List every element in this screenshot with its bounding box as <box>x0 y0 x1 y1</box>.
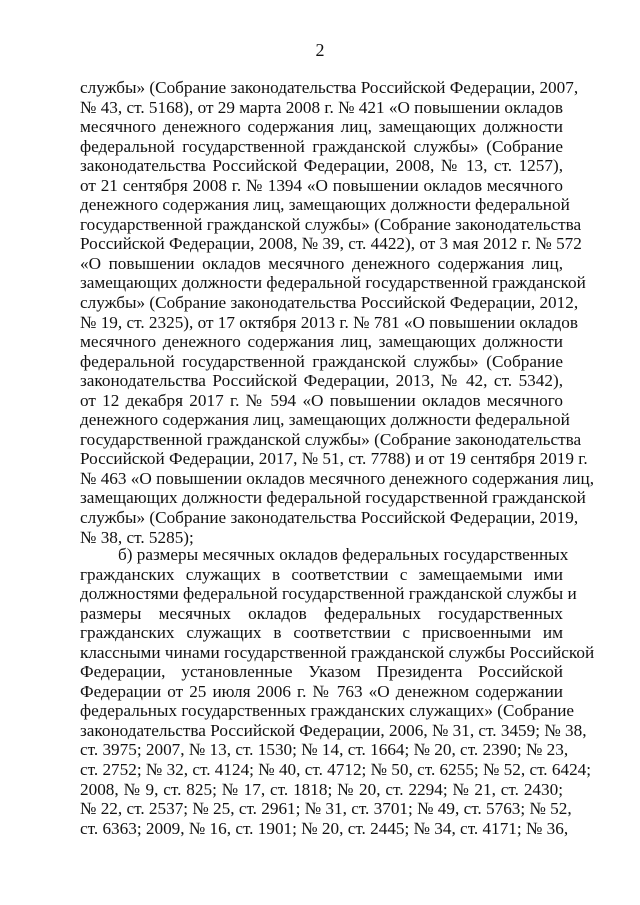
text-line: гражданских служащих в соответствии с присвоенными им <box>80 623 563 643</box>
text-line: службы» (Собрание законодательства Российской Федерации, 2019, <box>80 508 579 528</box>
page-number: 2 <box>315 40 325 60</box>
text-line: Федерации от 25 июля 2006 г. № 763 «О денежном содержании <box>80 681 563 701</box>
text-line: Федерации, установленные Указом Президента Российской <box>80 662 563 682</box>
text-line: федеральной государственной гражданской службы» (Собрание <box>80 351 563 371</box>
text-line: ст. 2752; № 32, ст. 4124; № 40, ст. 4712; № 50, ст. 6255; № 52, ст. 6424; <box>80 760 592 780</box>
text-line: законодательства Российской Федерации, 2006, № 31, ст. 3459; № 38, <box>80 720 587 740</box>
text-line: № 38, ст. 5285); <box>80 527 194 547</box>
text-line: должностями федеральной государственной гражданской службы и <box>80 584 577 604</box>
text-line: замещающих должности федеральной государственной гражданской <box>80 488 586 508</box>
text-line: государственной гражданской службы» (Собрание законодательства <box>80 214 582 234</box>
text-line: классными чинами государственной гражданской службы Российской <box>80 642 595 662</box>
text-line: № 463 «О повышении окладов месячного денежного содержания лиц, <box>80 468 595 488</box>
text-line: месячного денежного содержания лиц, замещающих должности <box>80 332 563 352</box>
text-line: федеральной государственной гражданской службы» (Собрание <box>80 136 563 156</box>
text-line: гражданских служащих в соответствии с замещаемыми ими <box>80 564 563 584</box>
text-line: от 12 декабря 2017 г. № 594 «О повышении окладов месячного <box>80 390 563 410</box>
text-line: «О повышении окладов месячного денежного содержания лиц, <box>80 253 563 273</box>
text-line: № 22, ст. 2537; № 25, ст. 2961; № 31, ст. 3701; № 49, ст. 5763; № 52, <box>80 799 572 819</box>
text-line: размеры месячных окладов федеральных государственных <box>80 603 563 623</box>
paragraph-item-b <box>80 545 595 838</box>
text-line: 2008, № 9, ст. 825; № 17, ст. 1818; № 20, ст. 2294; № 21, ст. 2430; <box>80 779 563 799</box>
text-line: денежного содержания лиц, замещающих должности федеральной <box>80 410 570 430</box>
text-line: б) размеры месячных окладов федеральных государственных <box>118 545 569 564</box>
text-line: № 19, ст. 2325), от 17 октября 2013 г. № 781 «О повышении окладов <box>80 312 578 332</box>
text-line: Российской Федерации, 2008, № 39, ст. 4422), от 3 мая 2012 г. № 572 <box>80 234 582 254</box>
text-line: замещающих должности федеральной государственной гражданской <box>80 273 586 293</box>
text-line: федеральных государственных гражданских служащих» (Собрание <box>80 701 575 721</box>
text-line: службы» (Собрание законодательства Российской Федерации, 2012, <box>80 293 579 313</box>
text-line: месячного денежного содержания лиц, замещающих должности <box>80 117 563 137</box>
text-line: ст. 3975; 2007, № 13, ст. 1530; № 14, ст. 1664; № 20, ст. 2390; № 23, <box>80 740 569 760</box>
text-line: ст. 6363; 2009, № 16, ст. 1901; № 20, ст. 2445; № 34, ст. 4171; № 36, <box>80 818 569 838</box>
text-line: Российской Федерации, 2017, № 51, ст. 7788) и от 19 сентября 2019 г. <box>80 449 588 469</box>
text-line: № 43, ст. 5168), от 29 марта 2008 г. № 421 «О повышении окладов <box>80 97 563 117</box>
text-line: службы» (Собрание законодательства Российской Федерации, 2007, <box>80 78 579 97</box>
text-line: от 21 сентября 2008 г. № 1394 «О повышении окладов месячного <box>80 175 563 195</box>
text-line: законодательства Российской Федерации, 2013, № 42, ст. 5342), <box>80 371 563 391</box>
text-line: государственной гражданской службы» (Собрание законодательства <box>80 429 582 449</box>
paragraph-decree-list <box>80 78 595 547</box>
text-line: денежного содержания лиц, замещающих должности федеральной <box>80 195 570 215</box>
text-line: законодательства Российской Федерации, 2008, № 13, ст. 1257), <box>80 156 563 176</box>
